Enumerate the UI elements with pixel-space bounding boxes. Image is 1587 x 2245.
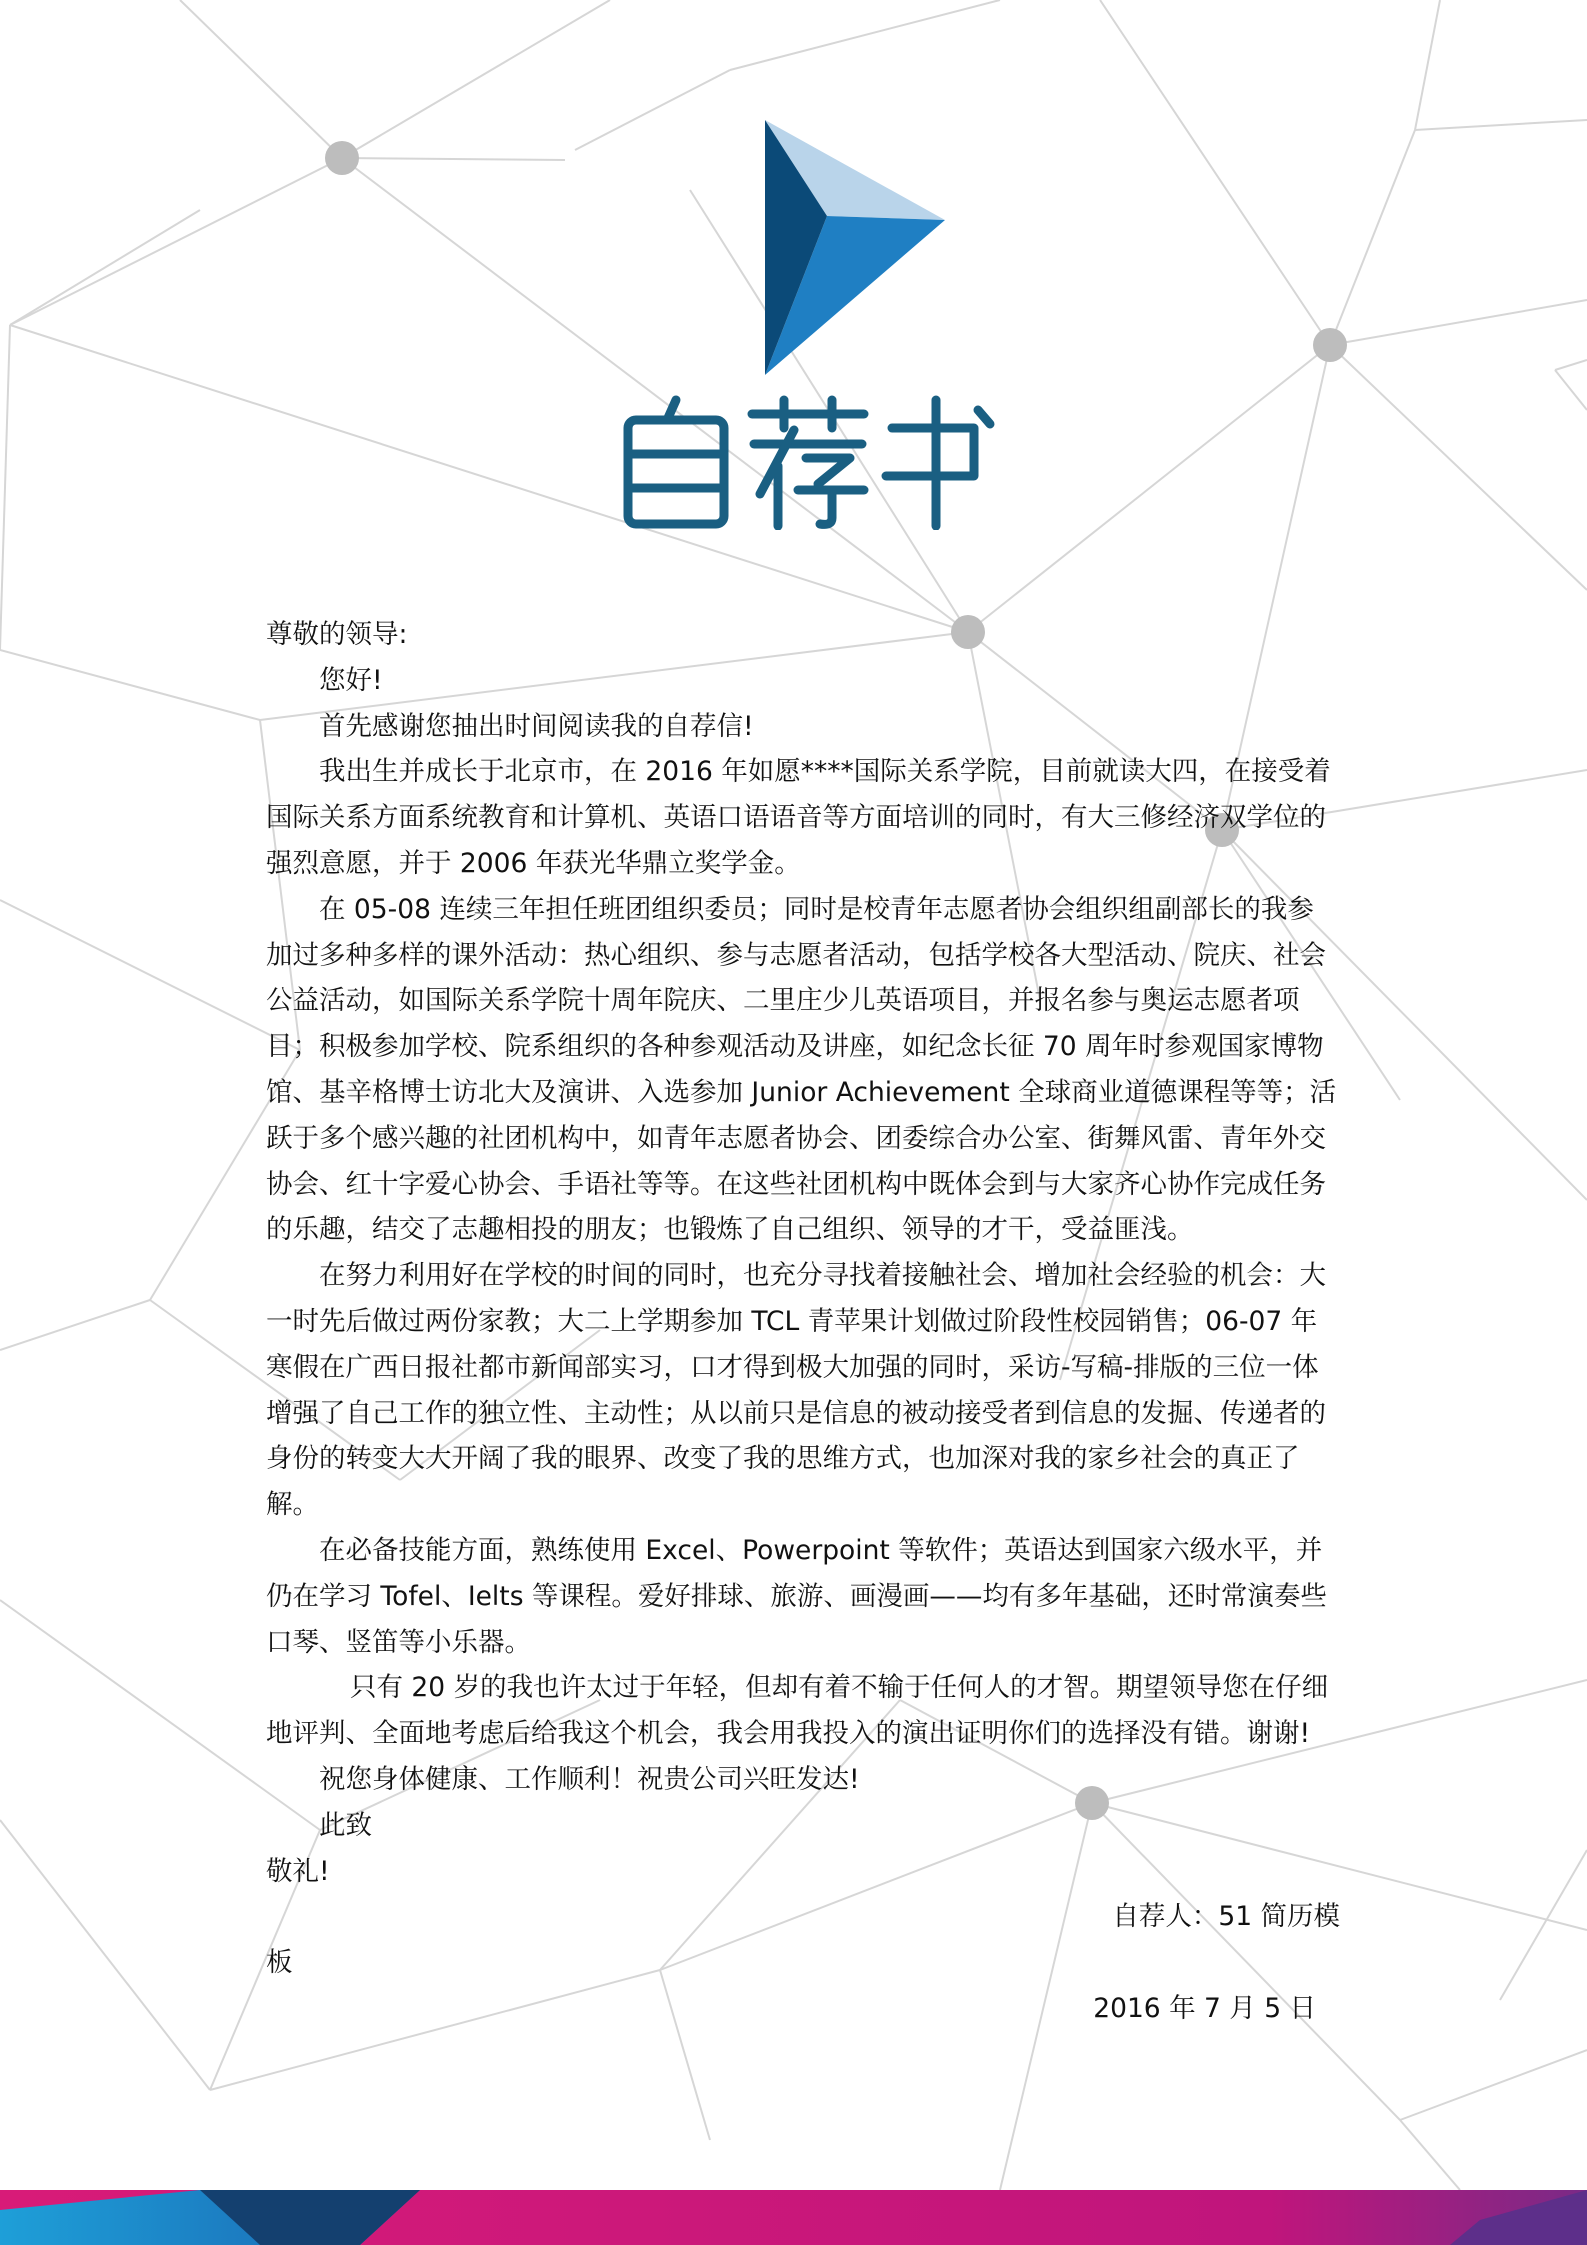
paragraph-skills: 在必备技能方面，熟练使用 Excel、Powerpoint 等软件；英语达到国家六级水平，并仍在学习 Tofel、Ielts 等课程。爱好排球、旅游、画漫画——均有多年基础，还时常演奏些口琴、竖笛等小乐器。 xyxy=(266,1534,1327,1658)
signer-wrap: 板 xyxy=(266,1947,293,1979)
title-glyph-shu xyxy=(878,394,1002,530)
bottom-color-band xyxy=(0,2190,1587,2245)
paragraph-closing: 只有 20 岁的我也许太过于年轻，但却有着不输于任何人的才智。期望领导您在仔细地评判、全面地考虑后给我这个机会，我会用我投入的演出证明你们的选择没有错。谢谢! xyxy=(266,1672,1329,1750)
title-glyph-zi xyxy=(614,394,738,530)
brand-play-logo xyxy=(755,120,955,380)
closing-zhici: 此致 xyxy=(319,1809,372,1841)
self-recommendation-letter xyxy=(266,612,1340,2032)
signer: 自荐人：51 简历模 xyxy=(1112,1901,1340,1933)
greeting: 您好! xyxy=(319,664,383,696)
letter-date: 2016 年 7 月 5 日 xyxy=(1093,1992,1316,2024)
paragraph-activities: 在 05-08 连续三年担任班团组织委员；同时是校青年志愿者协会组织组副部长的我参加过多种多样的课外活动：热心组织、参与志愿者活动，包括学校各大型活动、院庆、社会公益活动，如国际关系学院十周年院庆、二里庄少儿英语项目，并报名参与奥运志愿者项目；积极参加学校、院系组织的各种参观活动及讲座，如纪念长征 70 周年时参观国家博物馆、基辛格博士访北大及演讲、入选参加 Junior Achievement 全球商业道德课程等等；活跃于多个感兴趣的社团机构中，如青年志愿者协会、团委综合办公室、街舞风雷、青年外交协会、红十字爱心协会、手语社等等。在这些社团机构中既体会到与大家齐心协作完成任务的乐趣，结交了志趣相投的朋友；也锻炼了自己组织、领导的才干，受益匪浅。 xyxy=(266,893,1337,1246)
logo-title xyxy=(614,392,1010,532)
wishes: 祝您身体健康、工作顺利！祝贵公司兴旺发达! xyxy=(319,1763,860,1795)
paragraph-thanks: 首先感谢您抽出时间阅读我的自荐信! xyxy=(319,710,754,742)
paragraph-background: 我出生并成长于北京市，在 2016 年如愿****国际关系学院，目前就读大四，在接受着国际关系方面系统教育和计算机、英语口语语音等方面培训的同时，有大三修经济双学位的强烈意愿，并于 2006 年获光华鼎立奖学金。 xyxy=(266,756,1331,879)
salutation: 尊敬的领导: xyxy=(266,619,408,650)
closing-jingli: 敬礼! xyxy=(266,1855,330,1887)
paragraph-experience: 在努力利用好在学校的时间的同时，也充分寻找着接触社会、增加社会经验的机会：大一时先后做过两份家教；大二上学期参加 TCL 青苹果计划做过阶段性校园销售；06-07 年寒假在广西日报社都市新闻部实习，口才得到极大加强的同时，采访-写稿-排版的三位一体增强了自己工作的独立性、主动性；从以前只是信息的被动接受者到信息的发掘、传递者的身份的转变大大开阔了我的眼界、改变了我的思维方式，也加深对我的家乡社会的真正了解。 xyxy=(266,1260,1326,1521)
title-glyph-jian xyxy=(746,394,870,530)
